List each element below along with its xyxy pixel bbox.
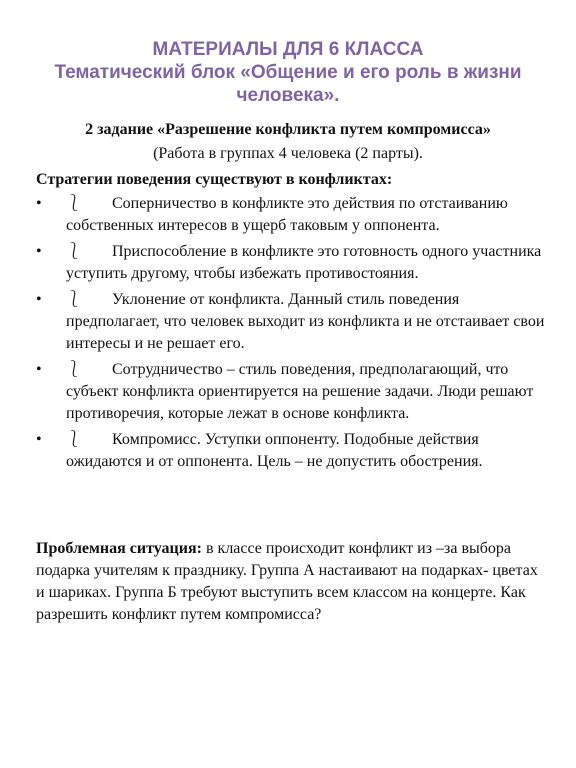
strategies-list	[36, 193, 546, 477]
marker-icon: ⎱	[66, 431, 83, 448]
marker-icon: ⎱	[66, 195, 83, 212]
bullet-icon: •	[36, 195, 42, 212]
bullet-icon: •	[36, 361, 42, 378]
bullet-icon: •	[36, 431, 42, 448]
strategies-heading: Стратегии поведения существуют в конфликтах:	[36, 171, 393, 188]
list-item	[36, 241, 546, 285]
list-item	[36, 193, 546, 237]
list-item	[36, 359, 546, 425]
problem-text: в классе происходит конфликт из –за выбора подарка учителям к празднику. Группа А настаивают на подарках- цветах и шариках. Группа Б требуют выступить всем классом на концерте. Как разрешить конфликт путем компромисса?	[36, 540, 538, 623]
problem-label: Проблемная ситуация:	[36, 540, 202, 557]
marker-icon: ⎱	[66, 361, 83, 378]
list-item-text: Сотрудничество – стиль поведения, предполагающий, что субъект конфликта ориентируется на решение задачи. Люди решают противоречия, которые лежат в основе конфликта.	[66, 361, 534, 422]
list-item	[36, 289, 546, 355]
problem-situation	[36, 538, 546, 626]
page-title	[40, 38, 536, 107]
title-line-2: Тематический блок «Общение и его роль в жизни человека».	[54, 62, 522, 106]
task-subheading: (Работа в группах 4 человека (2 парты).	[153, 145, 423, 162]
task-heading: 2 задание «Разрешение конфликта путем компромисса»	[85, 121, 491, 138]
list-item-text: Уклонение от конфликта. Данный стиль поведения предполагает, что человек выходит из конфликта и не отстаивает свои интересы и не решает его.	[66, 291, 545, 352]
bullet-icon: •	[36, 291, 42, 308]
marker-icon: ⎱	[66, 243, 83, 260]
list-item	[36, 429, 546, 473]
marker-icon: ⎱	[66, 291, 83, 308]
bullet-icon: •	[36, 243, 42, 260]
title-line-1: МАТЕРИАЛЫ ДЛЯ 6 КЛАССА	[152, 39, 424, 60]
list-item-text: Компромисс. Уступки оппоненту. Подобные действия ожидаются и от оппонента. Цель – не допустить обострения.	[66, 431, 483, 470]
list-item-text: Приспособление в конфликте это готовность одного участника уступить другому, чтобы избежать противостояния.	[66, 243, 542, 282]
list-item-text: Соперничество в конфликте это действия по отстаиванию собственных интересов в ущерб таковым у оппонента.	[66, 195, 508, 234]
